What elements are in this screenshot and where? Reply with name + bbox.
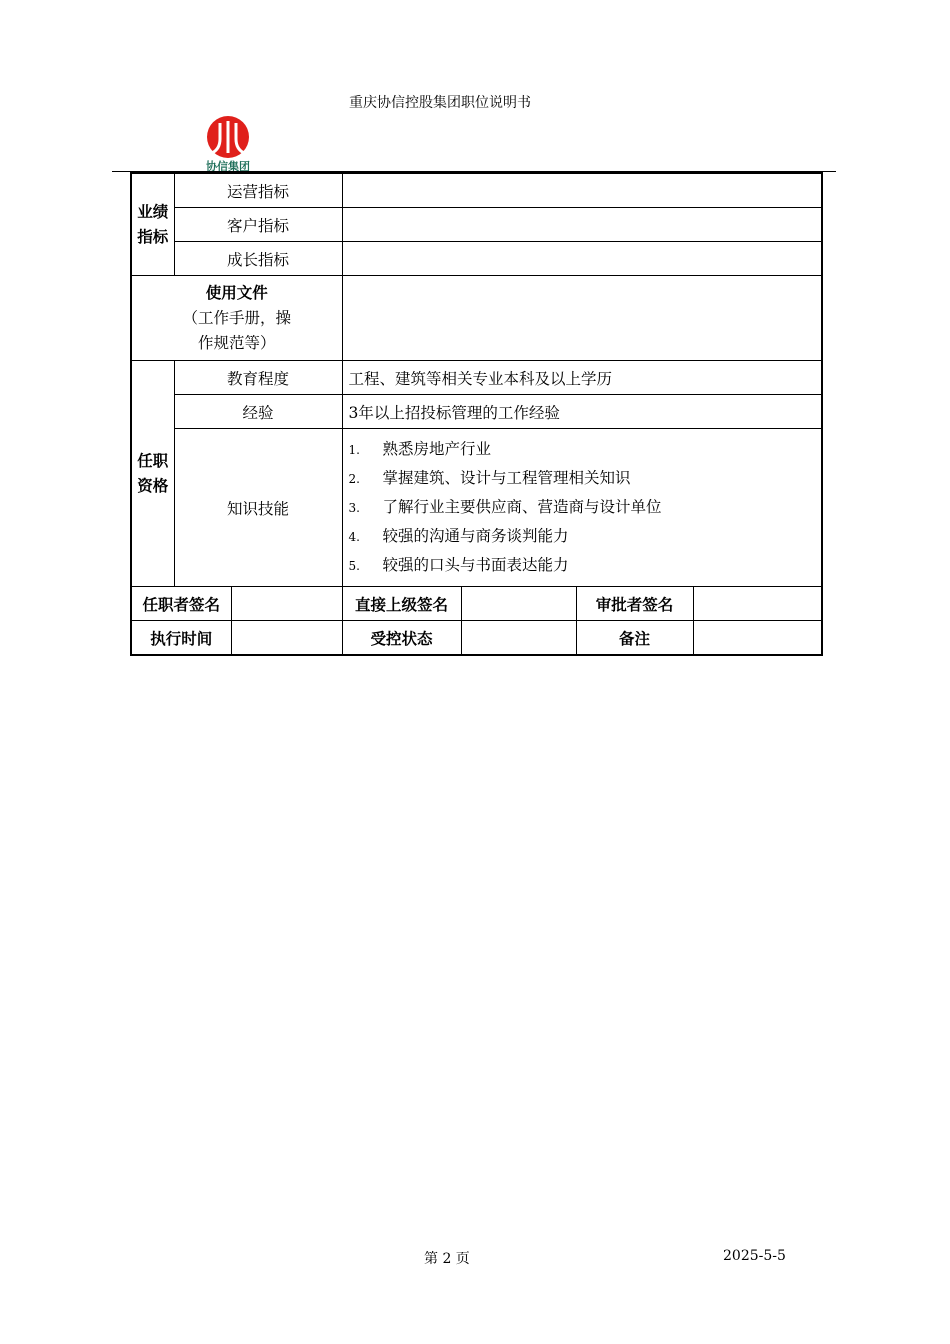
qualification-group-label-line2: 资格 [137,476,169,495]
supervisor-sign-label: 直接上级签名 [342,587,461,621]
documents-label [131,276,342,361]
documents-label-line3: 作规范等） [198,333,276,352]
performance-group-label [131,173,174,276]
growth-indicator-value[interactable] [342,242,822,276]
education-value: 工程、建筑等相关专业本科及以上学历 [342,361,822,395]
qualification-row [131,361,822,395]
remarks-label: 备注 [576,621,693,656]
experience-value: 3年以上招投标管理的工作经验 [342,395,822,429]
skill-number: 2. [348,472,360,486]
holder-sign-label: 任职者签名 [131,587,231,621]
skill-text: 了解行业主要供应商、营造商与设计单位 [382,498,662,516]
skill-number: 1. [348,443,360,457]
remarks-field[interactable] [693,621,822,656]
logo-text: 协信集团 [206,160,250,173]
operation-indicator-value[interactable] [342,173,822,208]
skill-item [349,464,816,493]
control-status-label: 受控状态 [342,621,461,656]
logo-emblem-icon [200,115,256,159]
qualification-row [131,395,822,429]
page-header-title: 重庆协信控股集团职位说明书 [349,95,531,111]
performance-row [131,208,822,242]
growth-indicator-label: 成长指标 [174,242,342,276]
skill-item [349,435,816,464]
footer-page-number: 第 2 页 [424,1251,470,1267]
approver-sign-label: 审批者签名 [576,587,693,621]
footer-date: 2025-5-5 [723,1248,786,1264]
skill-text: 熟悉房地产行业 [382,440,492,458]
exec-time-field[interactable] [231,621,342,656]
signature-row [131,587,822,621]
skill-item [349,551,816,580]
status-row [131,621,822,656]
skill-text: 较强的口头与书面表达能力 [382,556,569,574]
skills-value [342,429,822,587]
skill-number: 5. [348,559,360,573]
experience-label: 经验 [174,395,342,429]
performance-row [131,242,822,276]
skills-label: 知识技能 [174,429,342,587]
performance-group-label-line1: 业绩 [137,202,169,221]
qualification-row [131,429,822,587]
qualification-group-label-line1: 任职 [137,451,169,470]
job-description-table [130,172,823,656]
operation-indicator-label: 运营指标 [174,173,342,208]
skill-number: 4. [348,530,360,544]
control-status-field[interactable] [461,621,576,656]
customer-indicator-value[interactable] [342,208,822,242]
company-logo [200,115,256,171]
skills-list [349,435,816,580]
skill-number: 3. [348,501,360,515]
exec-time-label: 执行时间 [131,621,231,656]
documents-label-line1: 使用文件 [205,283,268,302]
approver-sign-field[interactable] [693,587,822,621]
documents-value[interactable] [342,276,822,361]
skill-item [349,522,816,551]
skill-item [349,493,816,522]
supervisor-sign-field[interactable] [461,587,576,621]
skill-text: 较强的沟通与商务谈判能力 [382,527,569,545]
holder-sign-field[interactable] [231,587,342,621]
skill-text: 掌握建筑、设计与工程管理相关知识 [382,469,631,487]
qualification-group-label [131,361,174,587]
customer-indicator-label: 客户指标 [174,208,342,242]
documents-row [131,276,822,361]
documents-label-line2: （工作手册，操 [182,308,292,327]
education-label: 教育程度 [174,361,342,395]
performance-group-label-line2: 指标 [137,227,169,246]
performance-row [131,173,822,208]
